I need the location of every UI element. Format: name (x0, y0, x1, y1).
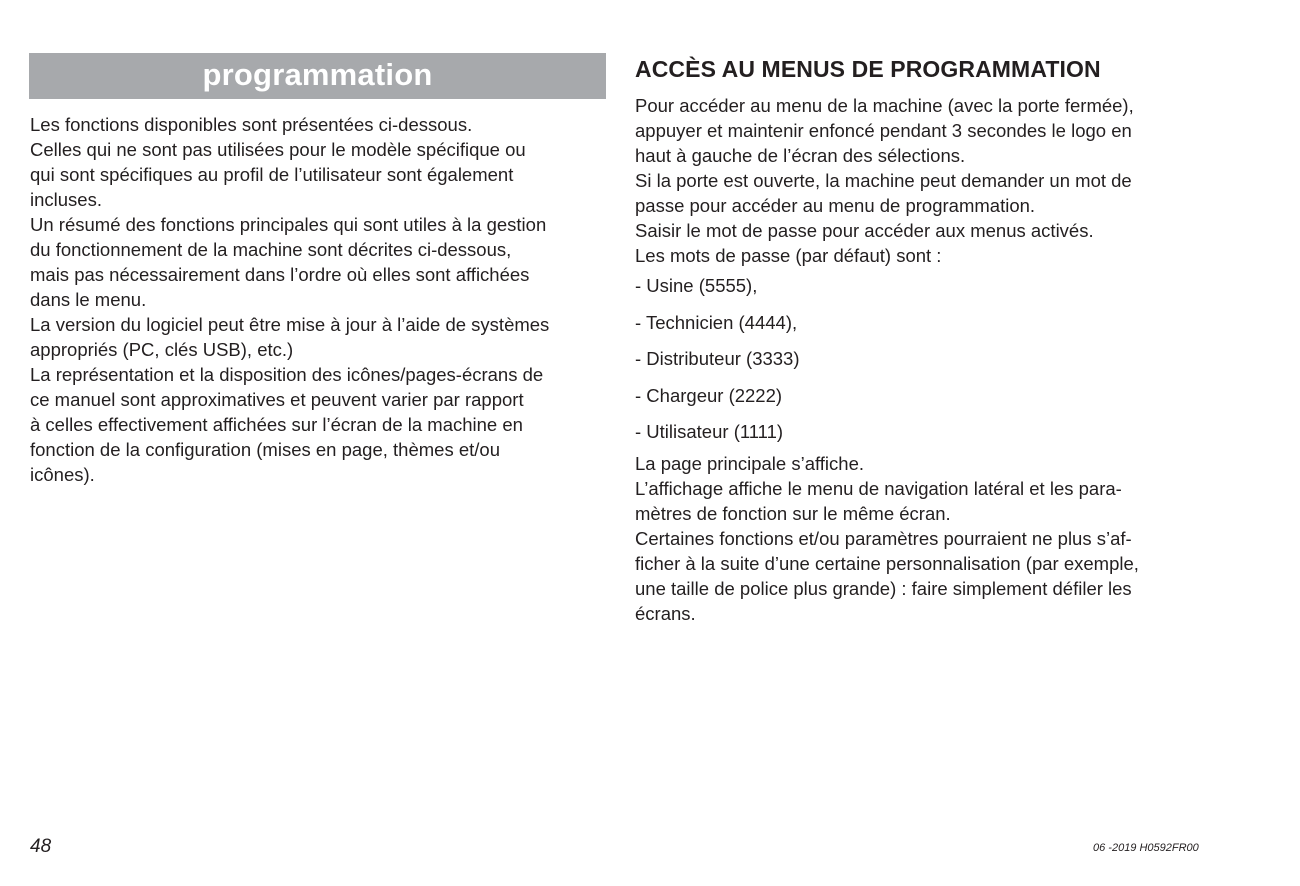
password-item-chargeur: - Chargeur (2222) (635, 384, 783, 406)
password-list (635, 268, 1215, 451)
password-item-usine: - Usine (5555), (635, 275, 758, 296)
password-item-utilisateur: - Utilisateur (1111) (635, 421, 784, 442)
password-item-distributeur: - Distributeur (3333) (635, 348, 800, 369)
functions-description: Les fonctions disponibles sont présentées ci-dessous. Celles qui ne sont pas utilisées pour le modèle spécifique ou qui sont spécifiques au profil de l’utilisateur sont également incluses. Un résumé des fonctions principales qui sont utiles à la gestion du fonctionnement de la machine sont décrites ci-dessous, mais pas nécessairement dans l’ordre où elles sont affichées dans le menu. La version du logiciel peut être mise à jour à l’aide de systèmes appropriés (PC, clés USB), etc.) La représentation et la disposition des icônes/pages-écrans de ce manuel sont approximatives et peuvent varier par rapport à celles effectivement affichées sur l’écran de la machine en fonction de la configuration (mises en page, thèmes et/ou icônes). (30, 114, 550, 485)
left-column (30, 112, 610, 487)
right-column (635, 52, 1215, 626)
section-title: programmation (202, 57, 433, 92)
document-code: 06 -2019 H0592FR00 (1093, 842, 1199, 854)
menu-access-heading: ACCÈS AU MENUS DE PROGRAMMATION (635, 56, 1101, 82)
menu-access-intro: Pour accéder au menu de la machine (avec la porte fermée), appuyer et maintenir enfoncé pendant 3 secondes le logo en haut à gauche de l’écran des sélections. Si la porte est ouverte, la machine peut demander un mot de passe pour accéder au menu de programmation. Saisir le mot de passe pour accéder aux menus activés. Les mots de passe (par défaut) sont : (635, 95, 1134, 266)
password-item-technicien: - Technicien (4444), (635, 311, 798, 333)
section-banner (29, 53, 606, 99)
page-number: 48 (30, 836, 52, 857)
main-page-description: La page principale s’affiche. L’affichage affiche le menu de navigation latéral et les para- mètres de fonction sur le même écran. Certaines fonctions et/ou paramètres pourraient ne plus s’af- ficher à la suite d’une certaine personnalisation (par exemple, une taille de police plus grande) : faire simplement défiler les écrans. (635, 452, 1139, 624)
